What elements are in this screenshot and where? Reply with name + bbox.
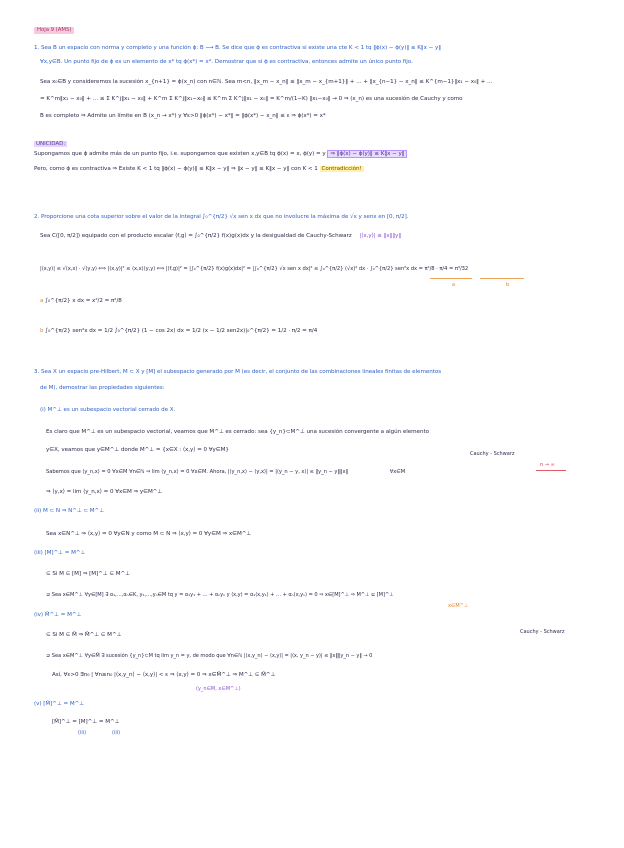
unicidad-line1 [34, 150, 407, 158]
problem1-line3: Sea x₀∈B y consideremos la sucesión x_{n+1} = ϕ(x_n) con n∈ℕ. Sea m<n, ‖x_m − x_n‖ ≤ ‖x_m − x_{m+1}‖ + … + ‖x_{n−1} − x_n‖ ≤ K^{m−1}‖x₁ − x₀‖ + … [40, 79, 493, 85]
part-i-line1: Es claro que M^⊥ es un subespacio vectorial, veamos que M^⊥ es cerrado: sea {y_n}⊂M^⊥ una sucesión convergente a algún elemento [46, 429, 429, 435]
unicidad-line1-text: Supongamos que ϕ admite más de un punto fijo, i.e. supongamos que existen x,y∈B tq ϕ(x) = x, ϕ(y) = y [34, 151, 326, 157]
limit-arrow-label: n → ∞ [540, 462, 555, 468]
part-ii-line1: Sea x∈N^⊥ ⇒ ⟨x,y⟩ = 0 ∀y∈N y como M ⊂ N ⇒ ⟨x,y⟩ = 0 ∀y∈M ⇒ x∈M^⊥ [46, 531, 252, 537]
part-iv-a: ⊆ Si M ⊆ M̄ ⇒ M̄^⊥ ⊆ M^⊥ [46, 632, 122, 638]
part-iii-b: ⊇ Sea x∈M^⊥ ∀y∈[M] ∃ α₁,…,αₙ∈K, y₁,…,yₙ∈M tq y = α₁y₁ + … + αₙyₙ y ⟨x,y⟩ = α₁⟨x,y₁⟩ + … + αₙ⟨x,yₙ⟩ = 0 ⇒ x∈[M]^⊥ ⇒ M^⊥ ⊆ [M]^⊥ [46, 592, 394, 598]
part-i-line3-text: Sabemos que ⟨y_n,x⟩ = 0 ∀x∈M ∀n∈ℕ ⇒ lim ⟨y_n,x⟩ = 0 ∀x∈M. Ahora, |⟨y_n,x⟩ − ⟨y,x⟩| = |⟨y_n − y, x⟩| ≤ ‖y_n − y‖‖x‖ [46, 469, 349, 475]
part-iii-b-sub: x∈M^⊥ [448, 603, 469, 609]
mark-b: b [506, 282, 510, 288]
underline-a [430, 278, 472, 279]
unicidad-line2-text: Pero, como ϕ es contractiva ⇒ Existe K < 1 tq ‖ϕ(x) − ϕ(y)‖ ≤ K‖x − y‖ ⇒ ‖x − y‖ ≤ K‖x − y‖ con K < 1 [34, 166, 318, 172]
tab-label: Hoja 9 (AMS) [34, 27, 74, 34]
problem1-line5: B es completo ⇒ Admite un límite en B (x_n → x*) y ∀ε>0 ‖ϕ(x*) − x*‖ = ‖ϕ(x*) − x_n‖ ≤ ε ⇒ ϕ(x*) = x* [40, 113, 326, 119]
part-iv-c: Así, ∀ε>0 ∃n₀ | ∀n≥n₀ |⟨x,y_n⟩ − ⟨x,y⟩| < ε ⇒ ⟨x,y⟩ = 0 ⇒ x∈M̄^⊥ ⇒ M^⊥ ⊆ M̄^⊥ [52, 672, 276, 678]
limit-arrow [536, 470, 566, 471]
part-i-line4: ⇒ ⟨y,x⟩ = lim ⟨y_n,x⟩ = 0 ∀x∈M ⇒ y∈M^⊥ [46, 489, 163, 495]
problem2-b-text: ∫₀^{π/2} sen²x dx = 1/2 ∫₀^{π/2} (1 − cos 2x) dx = 1/2 (x − 1/2 sen2x)|₀^{π/2} = 1/2 · π/2 = π/4 [45, 328, 318, 334]
unicidad-label: UNICIDAD: [36, 141, 66, 147]
problem3-line1: 3. Sea X un espacio pre-Hilbert, M ⊂ X y [M] el subespacio generado por M (es decir, el conjunto de las combinaciones lineales finitas de elementos [34, 369, 442, 375]
cs-note-2: Cauchy - Schwarz [520, 629, 565, 635]
unicidad-line2 [34, 165, 364, 173]
part-v-title: (v) [M̄]^⊥ = M^⊥ [34, 701, 85, 707]
contradiction-highlight: Contradicción! [321, 166, 362, 172]
part-iv-title: (iv) M̄^⊥ = M^⊥ [34, 612, 82, 618]
problem1-line1: 1. Sea B un espacio con norma y completo y una función ϕ: B ⟶ B. Se dice que ϕ es contractiva si existe una cte K < 1 tq ‖ϕ(x) − ϕ(y)‖ ≤ K‖x − y‖ [34, 45, 441, 51]
part-iv-b: ⊇ Sea x∈M^⊥ ∀y∈M̄ ∃ sucesión {y_n}⊂M tq lim y_n = y, de modo que ∀n∈ℕ |⟨x,y_n⟩ − ⟨x,y⟩| = |⟨x, y_n − y⟩| ≤ ‖x‖‖y_n − y‖ → 0 [46, 653, 373, 659]
part-i-line3-tail: ∀x∈M [389, 469, 406, 475]
unicidad-label-wrap [34, 140, 67, 148]
problem1-line4: = K^m‖x₁ − x₀‖ + … ≤ Σ K^j‖x₁ − x₀‖ + K^m Σ K^j‖x₁−x₀‖ ≤ K^m Σ K^j‖x₁ − x₀‖ = K^m/(1−K) ‖x₁−x₀‖ → 0 ⇒ (x_n) es una sucesión de Cauchy y como [40, 96, 463, 102]
cs-inequality: |⟨x,y⟩| ≤ ‖x‖‖y‖ [359, 233, 402, 239]
part-v-line1: [M̄]^⊥ = [M]^⊥ = M^⊥ [52, 719, 120, 725]
mark-a: a [452, 282, 456, 288]
bullet-a: a [40, 298, 46, 304]
underline-b [480, 278, 524, 279]
problem2-a [40, 297, 122, 305]
problem2-line2-text: Sea C([0, π/2]) equipado con el producto escalar ⟨f,g⟩ = ∫₀^{π/2} f(x)g(x)dx y la desigualdad de Cauchy-Schwarz [40, 233, 352, 239]
problem2-line2 [40, 232, 401, 240]
page-tab [34, 26, 74, 34]
problem1-line2: ∀x,y∈B. Un punto fijo de ϕ es un elemento de x* tq ϕ(x*) = x*. Demostrar que si ϕ es contractiva, entonces admite un único punto fijo. [40, 59, 413, 65]
bullet-b: b [40, 328, 46, 334]
part-iii-a: ⊆ Si M ⊆ [M] ⇒ [M]^⊥ ⊆ M^⊥ [46, 571, 130, 577]
part-iii-title: (iii) [M]^⊥ = M^⊥ [34, 550, 86, 556]
part-ii-title: (ii) M ⊂ N ⇒ N^⊥ ⊂ M^⊥ [34, 508, 105, 514]
problem2-line1: 2. Proporcione una cota superior sobre el valor de la integral ∫₀^{π/2} √x sen x dx que no involucre la máxima de √x y senx en [0, π/2]. [34, 214, 409, 220]
problem2-b [40, 327, 317, 335]
problem2-a-text: ∫₀^{π/2} x dx = x²/2 = π²/8 [45, 298, 122, 304]
part-i-title: (i) M^⊥ es un subespacio vectorial cerrado de X. [40, 407, 176, 413]
part-i-line3 [46, 468, 405, 476]
part-v-sub-b: (iii) [112, 730, 121, 736]
problem3-line2: de M), demostrar las propiedades siguientes: [40, 385, 165, 391]
part-v-sub-a: (iii) [78, 730, 87, 736]
unicidad-box: ⇒ ‖ϕ(x) − ϕ(y)‖ ≤ K‖x − y‖ [327, 150, 407, 158]
part-iv-c-sub: (y_n∈M, x∈M^⊥) [196, 686, 241, 692]
part-i-line2: y∈X, veamos que y∈M^⊥ donde M^⊥ = {x∈X : ⟨x,y⟩ = 0 ∀y∈M} [46, 447, 229, 453]
problem2-line3: |⟨x,y⟩| ≤ √⟨x,x⟩ · √⟨y,y⟩ ⟺ |⟨x,y⟩|² ≤ ⟨x,x⟩⟨y,y⟩ ⟺ |⟨f,g⟩|² = |∫₀^{π/2} f(x)g(x)dx|² = |∫₀^{π/2} √x sen x dx|² ≤ ∫₀^{π/2} (√x)² dx · ∫₀^{π/2} sen²x dx = π²/8 · π/4 = π³/32 [40, 266, 469, 272]
cs-note-1: Cauchy - Schwarz [470, 451, 515, 457]
